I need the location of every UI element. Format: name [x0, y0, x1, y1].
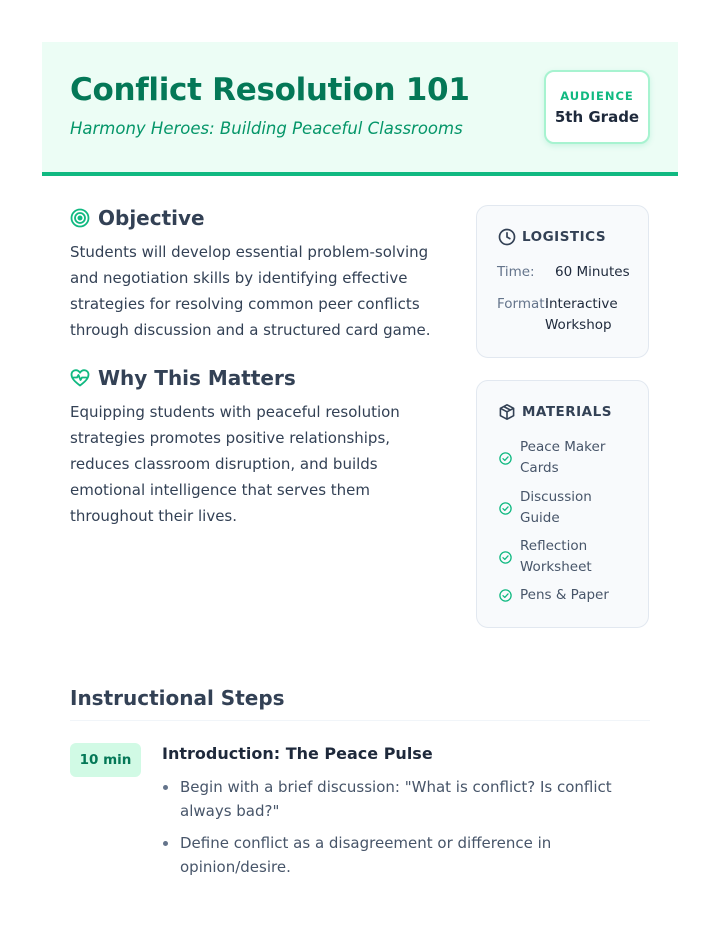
page-subtitle: Harmony Heroes: Building Peaceful Classrooms [70, 119, 463, 138]
why-heading-text: Why This Matters [98, 366, 296, 390]
target-icon [70, 208, 90, 228]
material-label: Pens & Paper [520, 587, 609, 603]
why-text: Equipping students with peaceful resolution strategies promotes positive relationships, reduces classroom disruption, and builds emotional intelligence that serves them throughout their lives. [70, 403, 400, 525]
materials-card [476, 380, 649, 628]
steps-divider [70, 720, 650, 721]
time-label: Time: [497, 264, 535, 280]
box-icon [498, 403, 516, 421]
format-label: Format: [497, 296, 550, 312]
audience-label: AUDIENCE [560, 89, 634, 103]
material-item [499, 585, 609, 606]
objective-text: Students will develop essential problem-solving and negotiation skills by identifying effective strategies for resolving common peer conflicts through discussion and a structured card game. [70, 243, 431, 339]
check-circle-icon [499, 452, 512, 465]
heart-pulse-icon [70, 368, 90, 388]
material-label: Discussion Guide [520, 489, 592, 526]
materials-heading [498, 403, 612, 421]
audience-value: 5th Grade [554, 108, 640, 126]
check-circle-icon [499, 502, 512, 515]
material-label: Peace Maker Cards [520, 439, 606, 476]
steps-heading: Instructional Steps [70, 686, 285, 710]
step-bullet: Begin with a brief discussion: "What is conflict? Is conflict always bad?" [162, 775, 652, 823]
check-circle-icon [499, 589, 512, 602]
step-bullet: Define conflict as a disagreement or difference in opinion/desire. [162, 831, 652, 879]
step-bullet-list [162, 775, 652, 887]
material-item [499, 536, 600, 578]
material-label: Reflection Worksheet [520, 538, 592, 575]
step-title: Introduction: The Peace Pulse [162, 744, 433, 763]
check-circle-icon [499, 551, 512, 564]
format-value: Interactive Workshop [545, 296, 618, 333]
logistics-heading [498, 228, 606, 246]
material-item [499, 487, 600, 529]
logistics-card [476, 205, 649, 358]
objective-heading [70, 206, 205, 230]
objective-heading-text: Objective [98, 206, 205, 230]
why-heading [70, 366, 296, 390]
audience-badge [544, 70, 650, 144]
time-value: 60 Minutes [555, 264, 630, 280]
logistics-heading-text: LOGISTICS [522, 229, 607, 245]
page-title: Conflict Resolution 101 [70, 72, 470, 108]
step-duration-badge: 10 min [70, 743, 141, 777]
material-item [499, 437, 610, 479]
materials-heading-text: MATERIALS [522, 404, 612, 420]
clock-icon [498, 228, 516, 246]
lesson-header [42, 42, 678, 176]
